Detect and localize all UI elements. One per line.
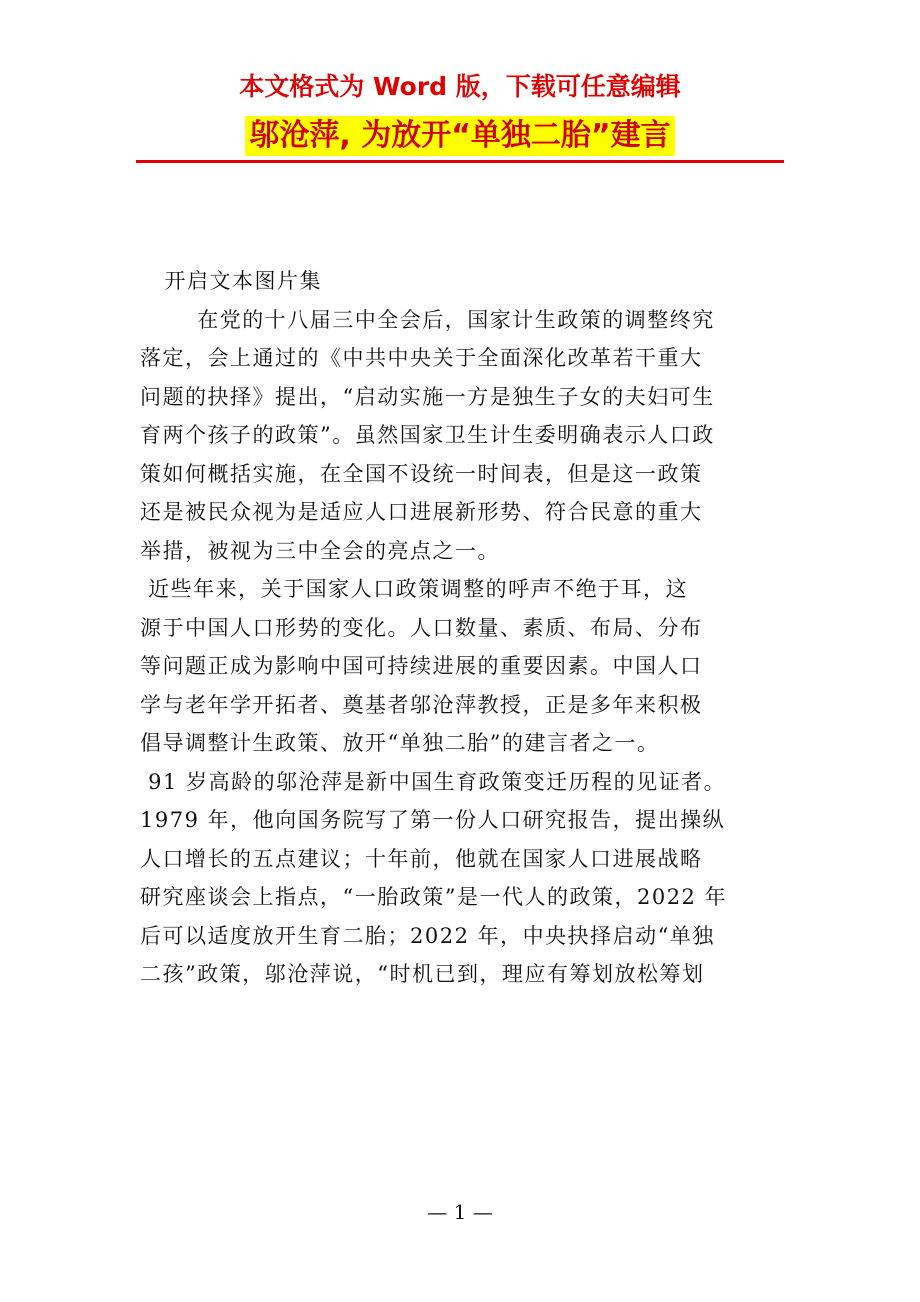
body-line: 落定，会上通过的《中共中央关于全面深化改革若干重大 bbox=[140, 346, 703, 370]
body-line: 1979 年，他向国务院写了第一份人口研究报告，提出操纵 bbox=[140, 808, 726, 832]
format-notice-banner: 本文格式为 Word 版，下载可任意编辑 bbox=[239, 72, 681, 101]
body-line: 等问题正成为影响中国可持续进展的重要因素。中国人口 bbox=[140, 654, 703, 678]
document-title: 邬沧萍, 为放开“单独二胎”建言 bbox=[245, 116, 674, 156]
body-line: 问题的抉择》提出，“启动实施一方是独生子女的夫妇可生 bbox=[140, 384, 715, 409]
title-container bbox=[0, 116, 920, 156]
body-line: 策如何概括实施，在全国不设统一时间表，但是这一政策 bbox=[140, 461, 703, 486]
body-line: 源于中国人口形势的变化。人口数量、素质、布局、分布 bbox=[140, 615, 703, 640]
body-line: 二孩”政策，邬沧萍说，“时机已到，理应有筹划放松筹划 bbox=[140, 962, 705, 986]
title-divider bbox=[136, 160, 784, 163]
body-line: 在党的十八届三中全会后，国家计生政策的调整终究 bbox=[140, 307, 715, 332]
body-line: 还是被民众视为是适应人口进展新形势、符合民意的重大 bbox=[140, 500, 703, 524]
page-number: — 1 — bbox=[427, 1200, 493, 1224]
body-line: 开启文本图片集 bbox=[140, 269, 323, 293]
body-line: 学与老年学开拓者、奠基者邬沧萍教授，正是多年来积极 bbox=[140, 692, 703, 717]
body-line: 91 岁高龄的邬沧萍是新中国生育政策变迁历程的见证者。 bbox=[140, 769, 727, 794]
body-line: 近些年来，关于国家人口政策调整的呼声不绝于耳，这 bbox=[140, 577, 689, 601]
document-body bbox=[140, 262, 780, 994]
body-line: 倡导调整计生政策、放开“单独二胎”的建言者之一。 bbox=[140, 731, 660, 755]
body-line: 人口增长的五点建议；十年前，他就在国家人口进展战略 bbox=[140, 846, 703, 871]
body-line: 后可以适度放开生育二胎；2022 年，中央抉择启动“单独 bbox=[140, 923, 715, 948]
body-line: 举措，被视为三中全会的亮点之一。 bbox=[140, 538, 500, 563]
body-line: 育两个孩子的政策”。虽然国家卫生计生委明确表示人口政 bbox=[140, 423, 715, 447]
body-line: 研究座谈会上指点，“一胎政策”是一代人的政策，2022 年 bbox=[140, 885, 728, 909]
